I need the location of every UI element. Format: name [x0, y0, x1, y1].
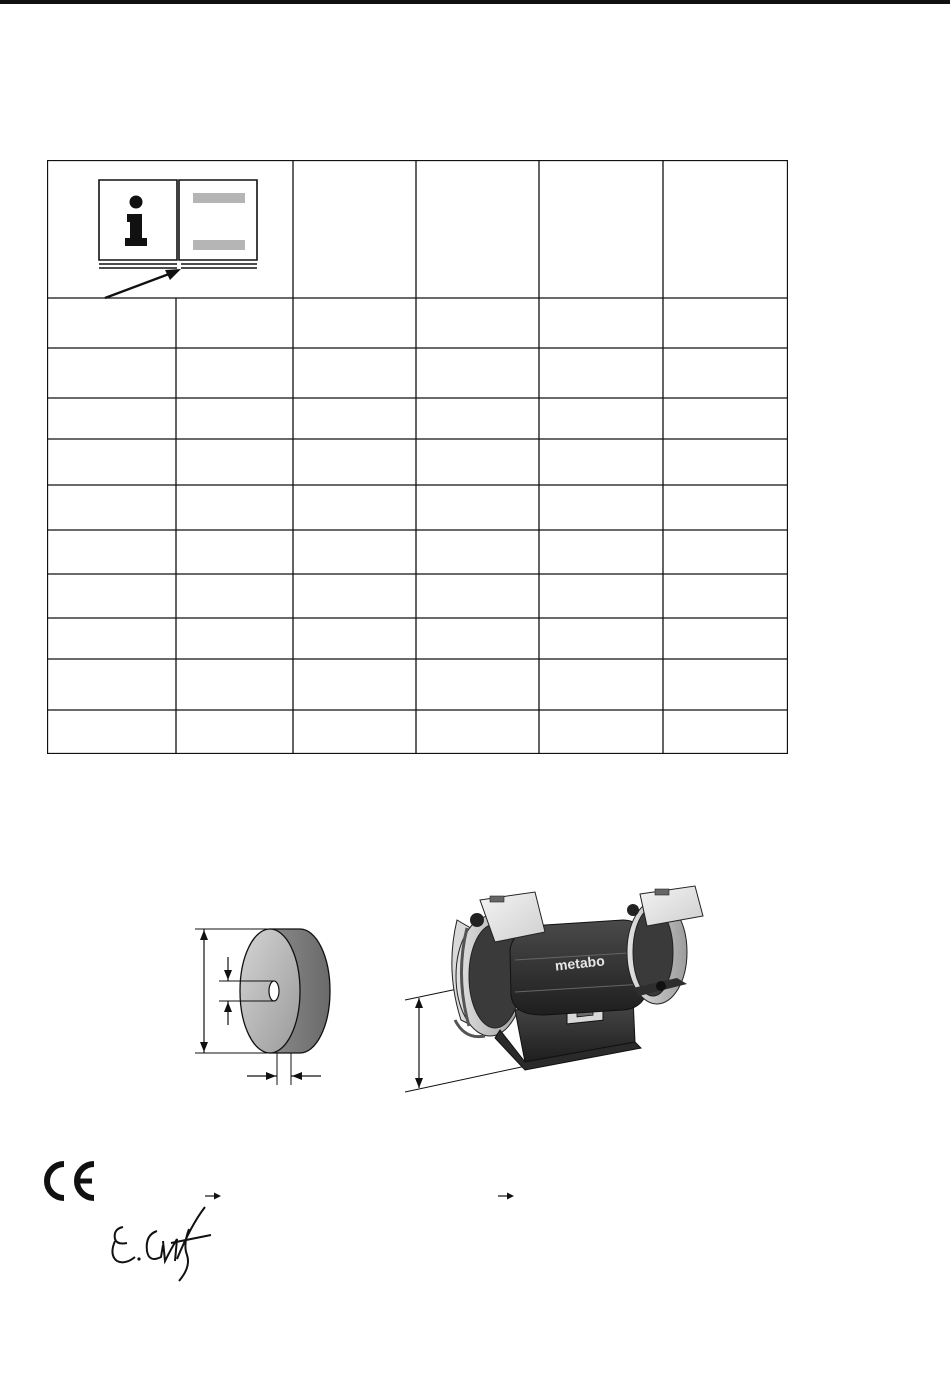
ce-mark-logo — [40, 1160, 98, 1202]
grinding-wheel-dimension-diagram — [185, 915, 335, 1090]
brand-logo: metabo — [554, 952, 606, 974]
page-top-rule — [0, 0, 950, 4]
read-manual-info-icon — [99, 180, 257, 298]
arrow-right-icon — [498, 1187, 514, 1195]
bench-grinder-illustration — [395, 880, 740, 1095]
technical-data-table — [47, 160, 788, 754]
table-grid — [47, 160, 788, 754]
handwritten-signature — [105, 1205, 215, 1285]
arrow-right-icon — [205, 1187, 221, 1195]
